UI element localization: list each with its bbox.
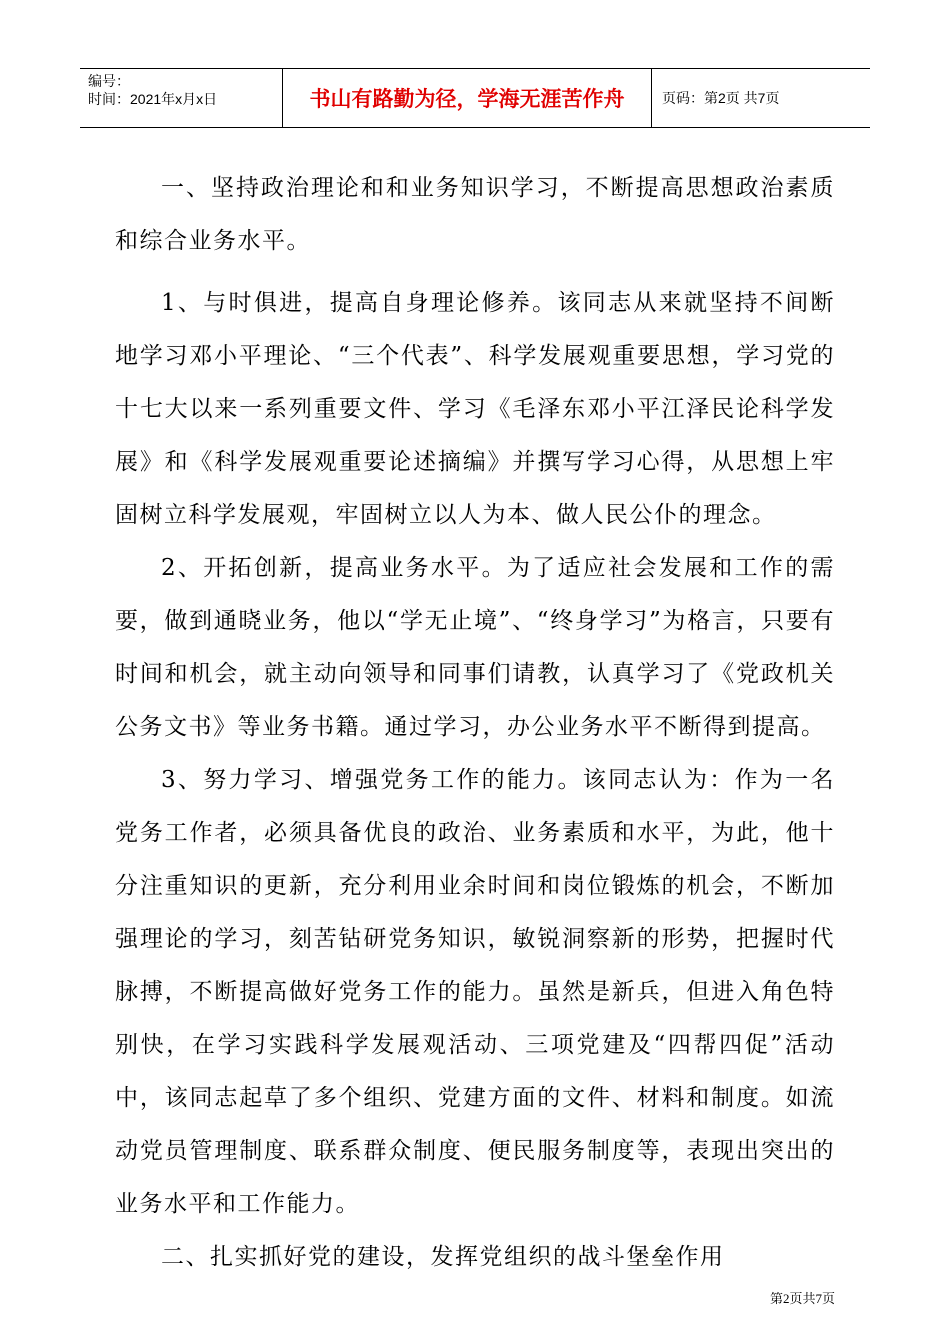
page-number-label: 页码：第2页 共7页 — [662, 90, 780, 106]
page-footer: 第2页共7页 — [769, 1291, 835, 1306]
section-heading-1: 一、坚持政治理论和和业务知识学习，不断提高思想政治素质和综合业务水平。 — [115, 175, 835, 254]
header-motto — [282, 69, 652, 127]
paragraph-1: 1、与时俱进，提高自身理论修养。该同志从来就坚持不间断地学习邓小平理论、“三个代表”、科学发展观重要思想，学习党的十七大以来一系列重要文件、学习《毛泽东邓小平江泽民论科学发展》和《科学发展观重要论述摘编》并撰写学习心得，从思想上牢固树立科学发展观，牢固树立以人为本、做人民公仆的理念。 — [115, 290, 835, 528]
section-heading-2: 二、扎实抓好党的建设，发挥党组织的战斗堡垒作用 — [161, 1244, 725, 1270]
document-number-label: 编号： — [88, 73, 130, 89]
document-header — [80, 68, 870, 128]
paragraph-3: 3、努力学习、增强党务工作的能力。该同志认为：作为一名党务工作者，必须具备优良的政治、业务素质和水平，为此，他十分注重知识的更新，充分利用业余时间和岗位锻炼的机会，不断加强理论的学习，刻苦钻研党务知识，敏锐洞察新的形势，把握时代脉搏，不断提高做好党务工作的能力。虽然是新兵，但进入角色特别快，在学习实践科学发展观活动、三项党建及“四帮四促”活动中，该同志起草了多个组织、党建方面的文件、材料和制度。如流动党员管理制度、联系群众制度、便民服务制度等，表现出突出的业务水平和工作能力。 — [115, 767, 835, 1217]
document-date-label: 时间：2021年x月x日 — [88, 91, 218, 107]
header-page-info — [652, 69, 870, 127]
document-body — [115, 162, 835, 1284]
paragraph-2: 2、开拓创新，提高业务水平。为了适应社会发展和工作的需要，做到通晓业务，他以“学无止境”、“终身学习”为格言，只要有时间和机会，就主动向领导和同事们请教，认真学习了《党政机关公务文书》等业务书籍。通过学习，办公业务水平不断得到提高。 — [115, 555, 835, 740]
header-meta — [80, 69, 282, 127]
motto-text: 书山有路勤为径，学海无涯苦作舟 — [309, 87, 625, 111]
